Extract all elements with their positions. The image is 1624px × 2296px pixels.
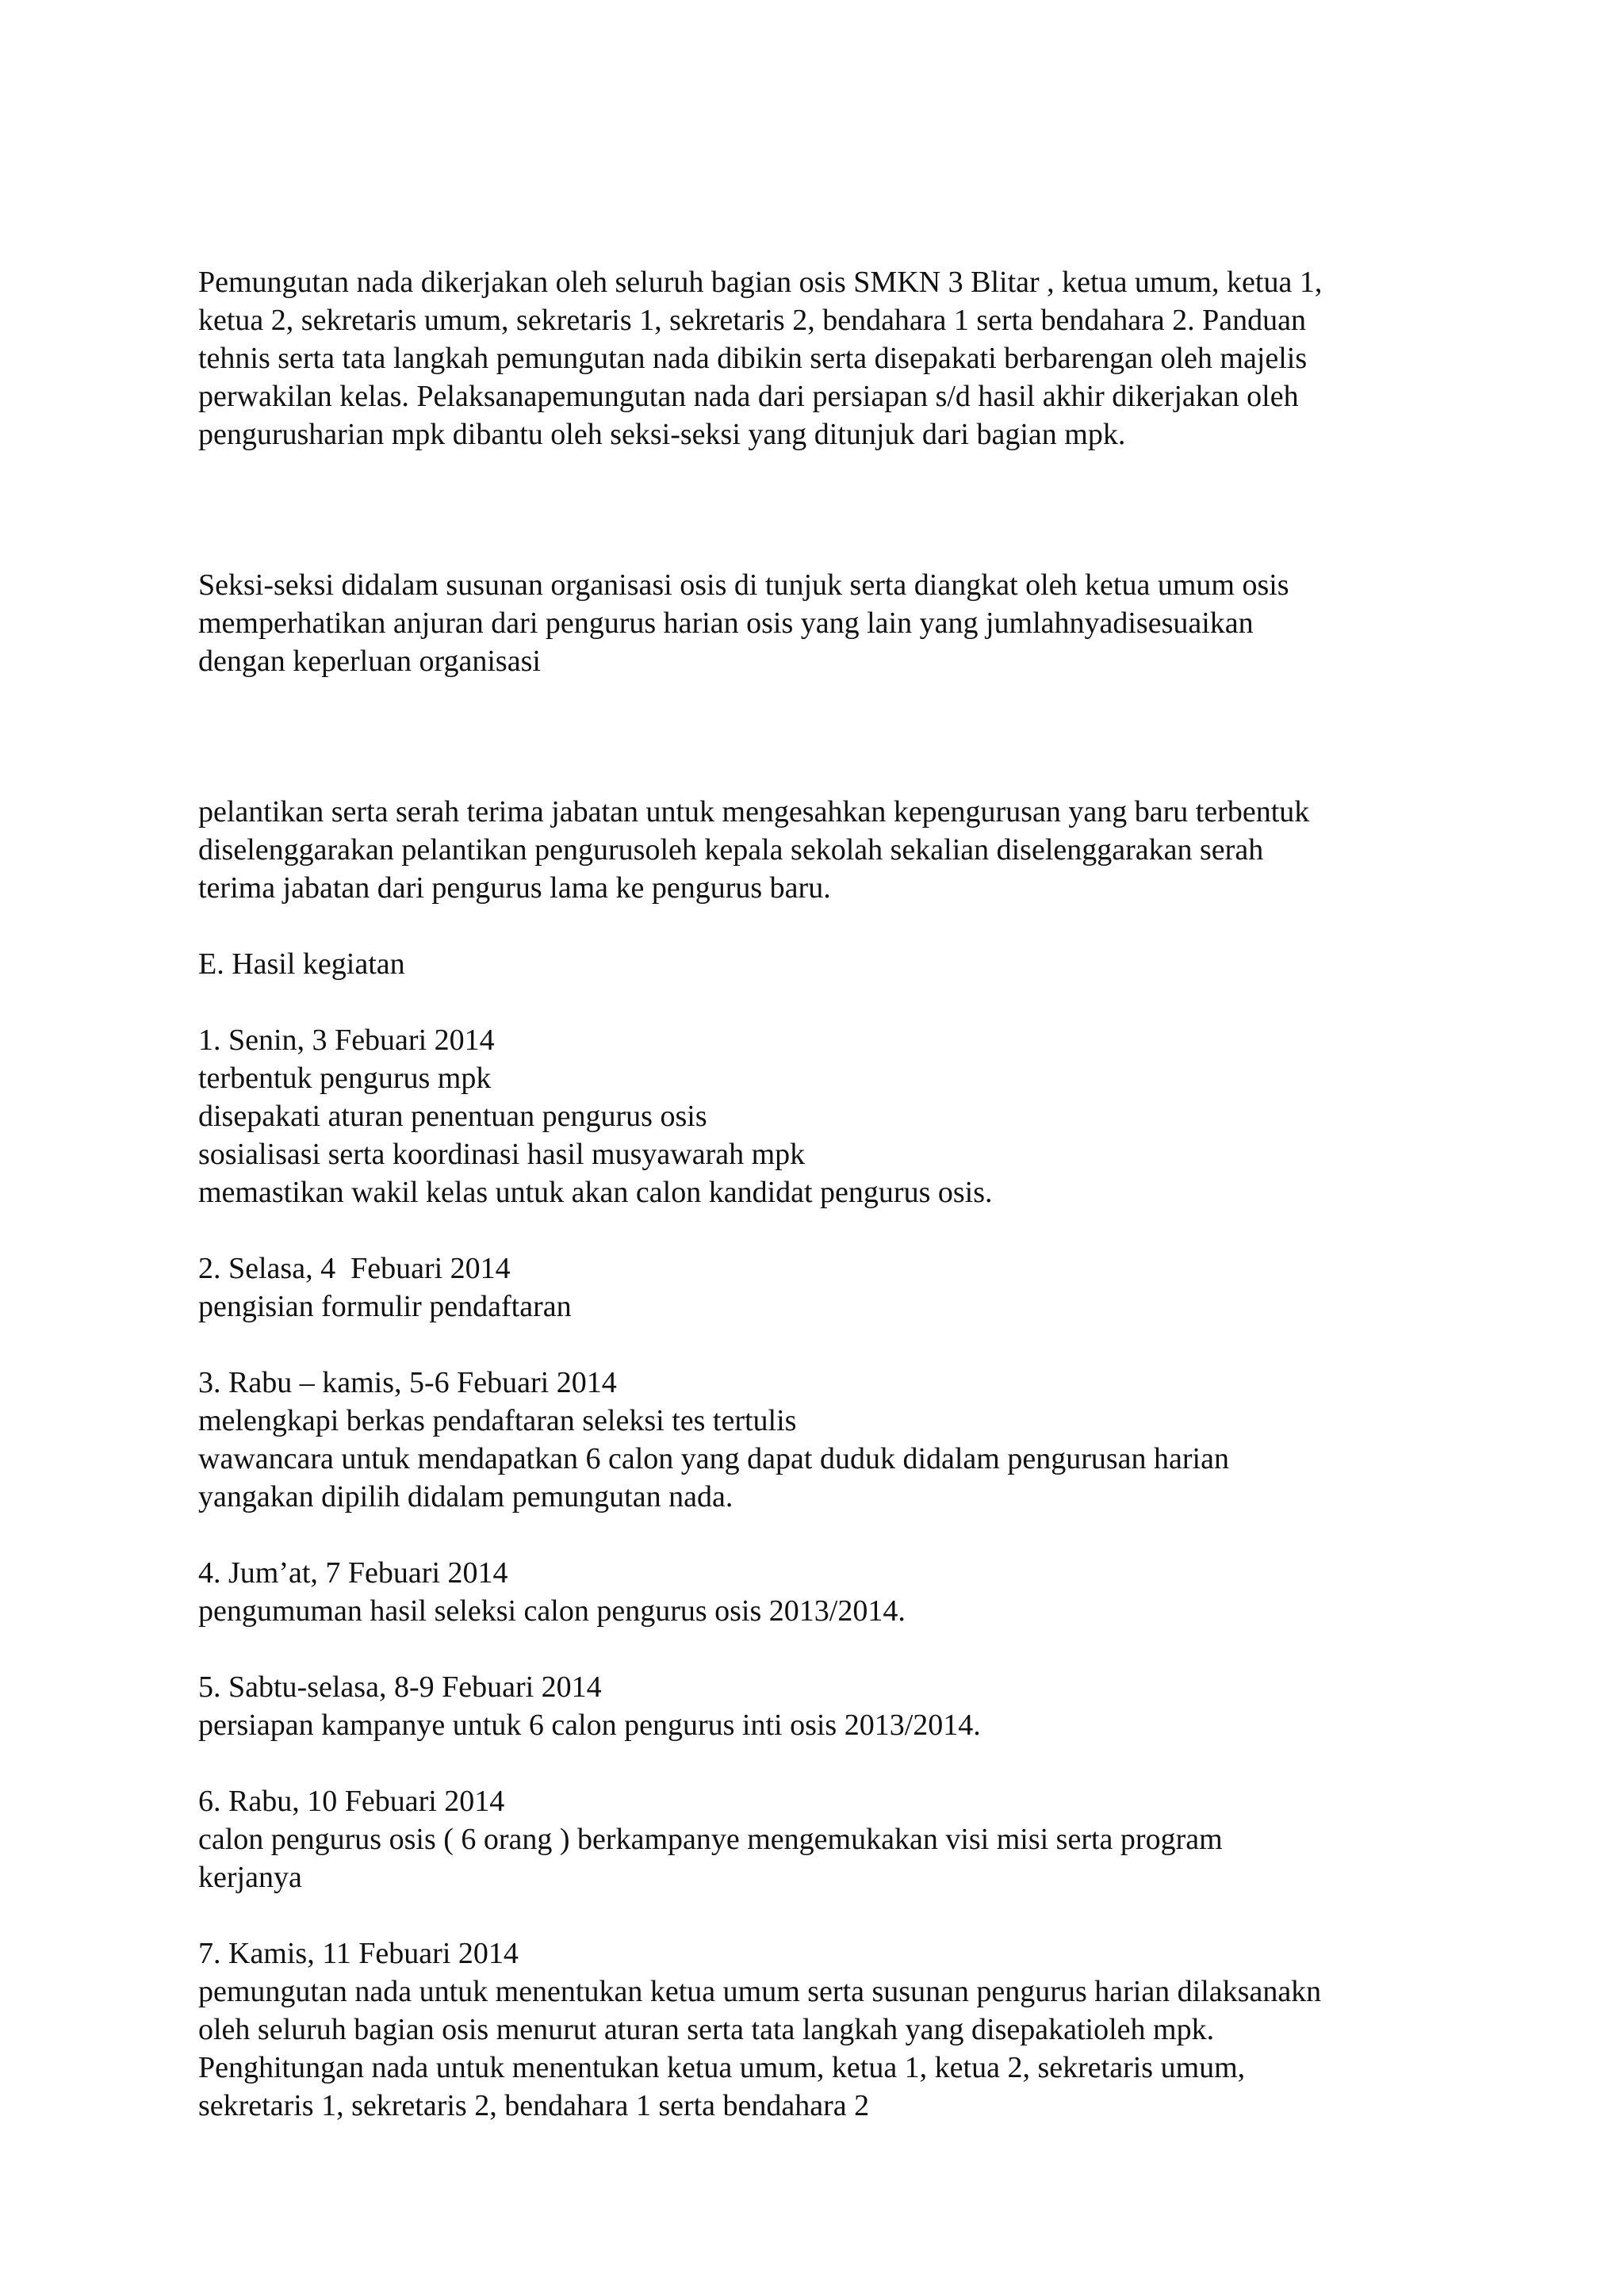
item-heading: 3. Rabu – kamis, 5-6 Febuari 2014	[198, 1366, 617, 1399]
text-line: diselenggarakan pelantikan pengurusoleh kepala sekolah sekalian diselenggarakan serah	[198, 833, 1264, 867]
text-line: pelantikan serta serah terima jabatan untuk mengesahkan kepengurusan yang baru terbentuk	[198, 795, 1310, 828]
text-line: terima jabatan dari pengurus lama ke pengurus baru.	[198, 871, 831, 905]
item-line: persiapan kampanye untuk 6 calon pengurus inti osis 2013/2014.	[198, 1709, 981, 1742]
text-line: tehnis serta tata langkah pemungutan nada dibikin serta disepakati berbarengan oleh majelis	[198, 342, 1308, 375]
item-line: memastikan wakil kelas untuk akan calon kandidat pengurus osis.	[198, 1176, 993, 1209]
list-item	[198, 1668, 1435, 1744]
item-heading: 7. Kamis, 11 Febuari 2014	[198, 1937, 519, 1970]
item-line: kerjanya	[198, 1861, 302, 1894]
item-line: yangakan dipilih didalam pemungutan nada.	[198, 1480, 733, 1513]
item-line: oleh seluruh bagian osis menurut aturan serta tata langkah yang disepakatioleh mpk.	[198, 2013, 1215, 2046]
spacer	[198, 1326, 1435, 1364]
item-line: sosialisasi serta koordinasi hasil musyawarah mpk	[198, 1138, 806, 1171]
spacer	[198, 983, 1435, 1021]
item-line: pemungutan nada untuk menentukan ketua umum serta susunan pengurus harian dilaksanakn	[198, 1975, 1322, 2008]
text-line: pengurusharian mpk dibantu oleh seksi-seksi yang ditunjuk dari bagian mpk.	[198, 418, 1126, 451]
item-line: terbentuk pengurus mpk	[198, 1062, 492, 1095]
list-item	[198, 1782, 1435, 1896]
item-line: disepakati aturan penentuan pengurus osis	[198, 1100, 707, 1133]
section-title: E. Hasil kegiatan	[198, 947, 405, 981]
list-item	[198, 1934, 1435, 2125]
item-line: pengisian formulir pendaftaran	[198, 1290, 572, 1323]
paragraph-voting-procedure	[198, 263, 1435, 453]
list-item	[198, 1554, 1435, 1630]
item-line: melengkapi berkas pendaftaran seleksi tes tertulis	[198, 1404, 797, 1437]
text-line: dengan keperluan organisasi	[198, 645, 541, 678]
item-line: wawancara untuk mendapatkan 6 calon yang dapat duduk didalam pengurusan harian	[198, 1442, 1229, 1475]
item-heading: 6. Rabu, 10 Febuari 2014	[198, 1785, 505, 1818]
item-line: pengumuman hasil seleksi calon pengurus osis 2013/2014.	[198, 1594, 906, 1628]
paragraph-sections	[198, 566, 1435, 680]
text-line: memperhatikan anjuran dari pengurus harian osis yang lain yang jumlahnyadisesuaikan	[198, 607, 1254, 640]
item-line: calon pengurus osis ( 6 orang ) berkampanye mengemukakan visi misi serta program	[198, 1823, 1223, 1856]
spacer	[198, 907, 1435, 945]
item-heading: 4. Jum’at, 7 Febuari 2014	[198, 1556, 508, 1590]
spacer	[198, 1896, 1435, 1934]
item-line: Penghitungan nada untuk menentukan ketua umum, ketua 1, ketua 2, sekretaris umum,	[198, 2051, 1246, 2084]
list-item	[198, 1364, 1435, 1516]
spacer	[198, 1744, 1435, 1782]
item-line: sekretaris 1, sekretaris 2, bendahara 1 serta bendahara 2	[198, 2089, 870, 2122]
list-item	[198, 1249, 1435, 1326]
text-line: Seksi-seksi didalam susunan organisasi osis di tunjuk serta diangkat oleh ketua umum osis	[198, 568, 1289, 602]
spacer	[198, 1211, 1435, 1249]
document-body	[198, 263, 1435, 2125]
item-heading: 1. Senin, 3 Febuari 2014	[198, 1024, 495, 1057]
spacer	[198, 453, 1435, 566]
spacer	[198, 1516, 1435, 1554]
text-line: Pemungutan nada dikerjakan oleh seluruh bagian osis SMKN 3 Blitar , ketua umum, ketua 1,	[198, 266, 1323, 299]
section-heading	[198, 945, 1435, 983]
text-line: ketua 2, sekretaris umum, sekretaris 1, sekretaris 2, bendahara 1 serta bendahara 2. Panduan	[198, 304, 1307, 337]
paragraph-inauguration	[198, 793, 1435, 907]
spacer	[198, 680, 1435, 793]
item-heading: 2. Selasa, 4 Febuari 2014	[198, 1252, 511, 1285]
spacer	[198, 1630, 1435, 1668]
item-heading: 5. Sabtu-selasa, 8-9 Febuari 2014	[198, 1670, 602, 1704]
list-item	[198, 1021, 1435, 1211]
text-line: perwakilan kelas. Pelaksanapemungutan nada dari persiapan s/d hasil akhir dikerjakan oleh	[198, 380, 1299, 413]
